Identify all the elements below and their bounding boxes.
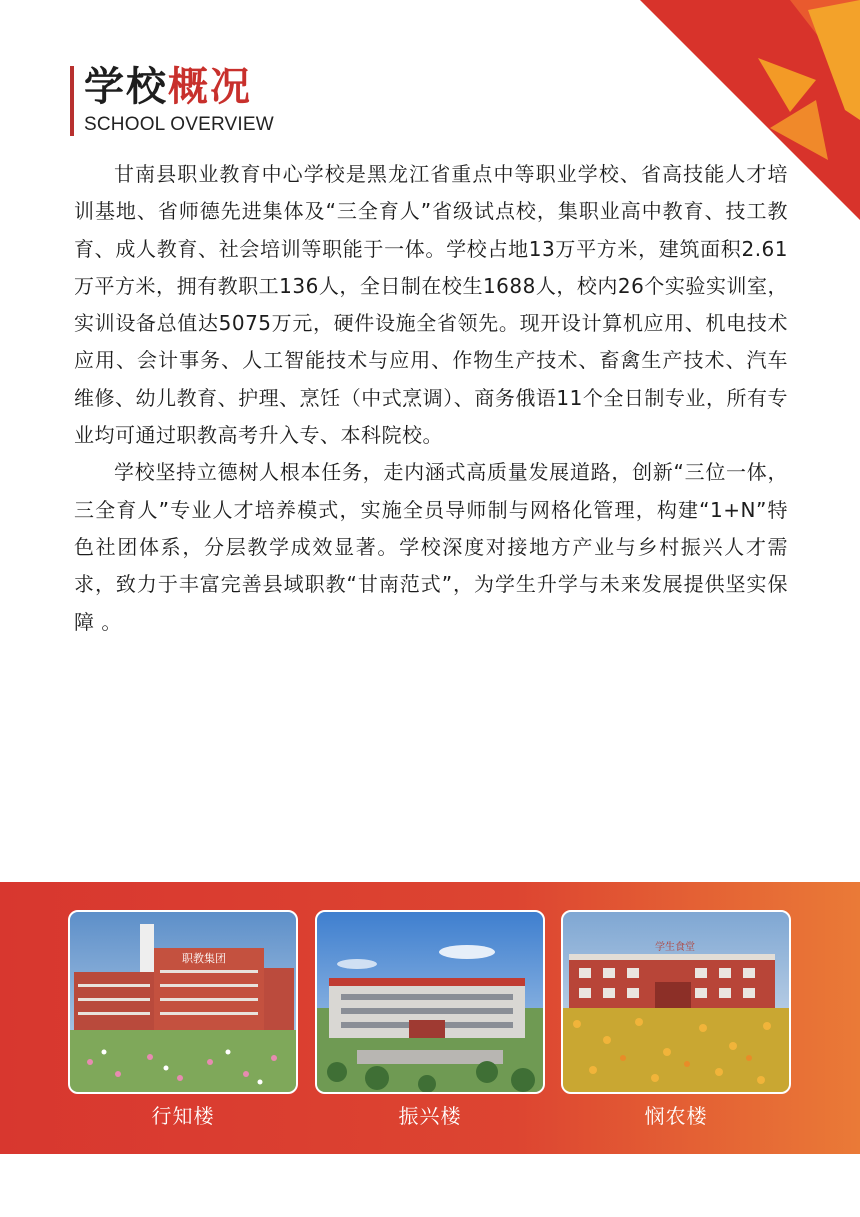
page-subtitle: SCHOOL OVERVIEW	[84, 114, 274, 135]
paragraph-development: 学校坚持立德树人根本任务，走内涵式高质量发展道路，创新“三位一体，三全育人”专业人才培养模式，实施全员导师制与网格化管理，构建“1+N”特色社团体系，分层教学成效显著。学校深度对接地方产业与乡村振兴人才需求，致力于丰富完善县域职教“甘南范式”，为学生升学与未来发展提供坚实保障 。	[74, 460, 788, 634]
building-gallery	[0, 882, 860, 1154]
caption-xingzhi: 行知楼	[151, 1104, 215, 1128]
gallery-item-minnong	[561, 910, 791, 1129]
gallery-item-zhenxing	[315, 910, 545, 1129]
zhenxing-building-photo	[315, 910, 545, 1094]
caption-minnong: 悯农楼	[644, 1104, 708, 1128]
xingzhi-building-sign: 职教集团	[182, 952, 226, 965]
title-accent-bar	[70, 66, 74, 136]
paragraph-intro: 甘南县职业教育中心学校是黑龙江省重点中等职业学校、省高技能人才培训基地、省师德先进集体及“三全育人”省级试点校，集职业高中教育、技工教育、成人教育、社会培训等职能于一体。学校占地13万平方米，建筑面积2.61万平方米，拥有教职工136人，全日制在校生1688人，校内26个实验实训室，实训设备总值达5075万元，硬件设施全省领先。现开设计算机应用、机电技术应用、会计事务、人工智能技术与应用、作物生产技术、畜禽生产技术、汽车维修、幼儿教育、护理、烹饪（中式烹调）、商务俄语11个全日制专业，所有专业均可通过职教高考升入专、本科院校。	[74, 162, 788, 448]
gallery-item-xingzhi	[68, 910, 298, 1129]
title-part-red: 概况	[168, 64, 252, 110]
minnong-building-photo	[561, 910, 791, 1094]
xingzhi-building-photo	[68, 910, 298, 1094]
minnong-building-sign: 学生食堂	[655, 942, 695, 953]
title-part-black: 学校	[84, 64, 168, 110]
caption-zhenxing: 振兴楼	[398, 1104, 462, 1128]
overview-text	[74, 156, 788, 641]
page-title	[84, 62, 252, 112]
